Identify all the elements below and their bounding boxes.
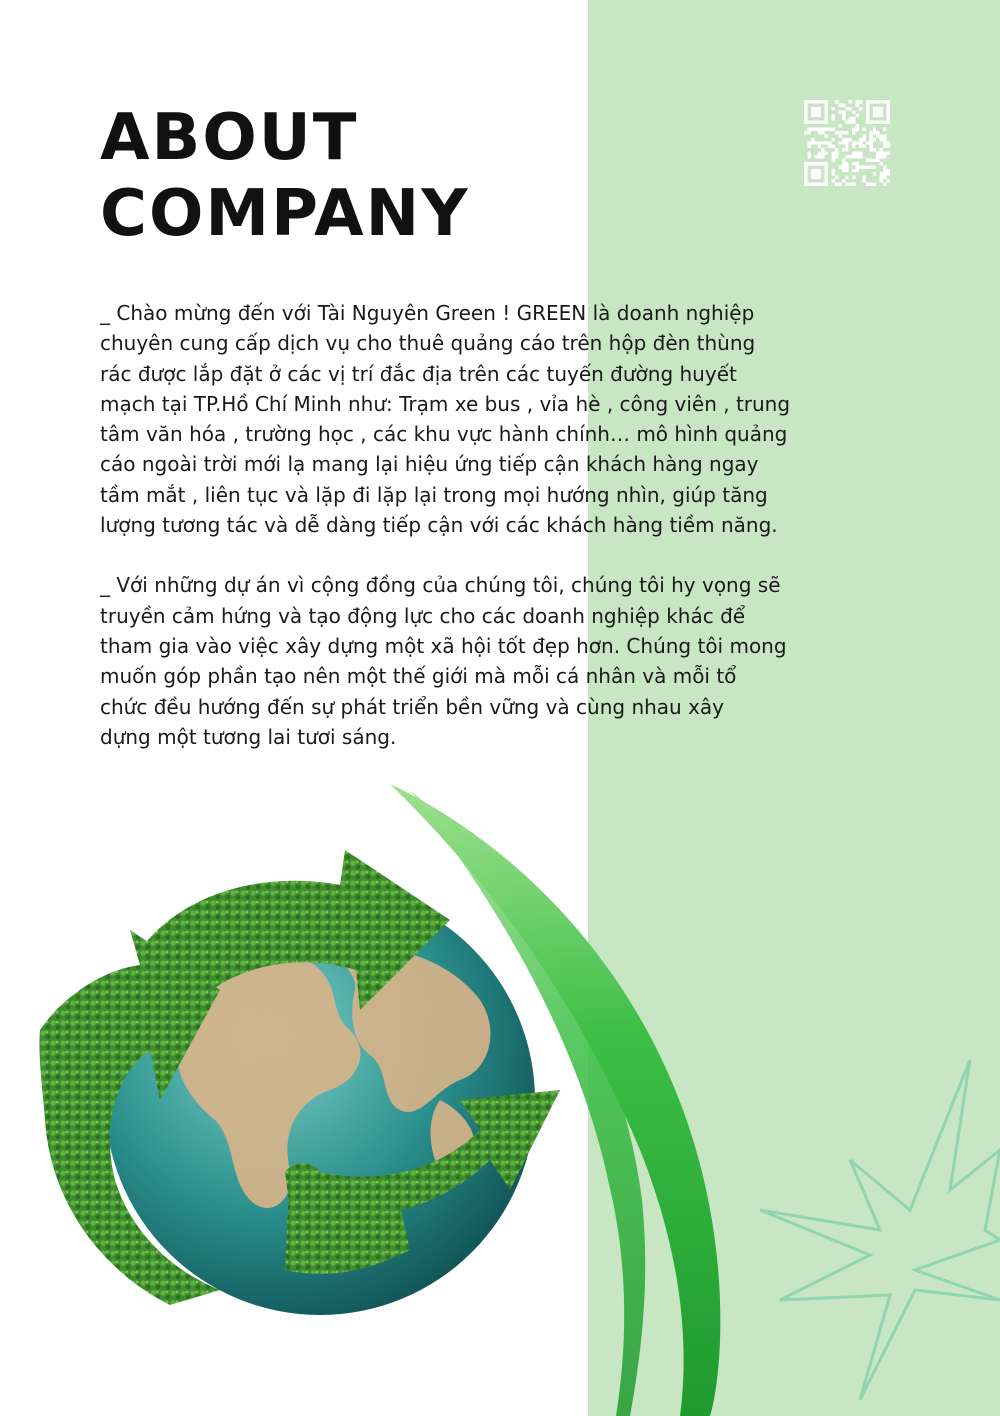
text-line: chức đều hướng đến sự phát triển bền vững và cùng nhau xây <box>100 694 725 719</box>
page-title <box>100 100 470 252</box>
text-line: dựng một tương lai tươi sáng. <box>100 724 397 749</box>
recycle-globe-icon <box>20 800 580 1320</box>
text-line: chuyên cung cấp dịch vụ cho thuê quảng cáo trên hộp đèn thùng <box>100 331 756 356</box>
text-line: tham gia vào việc xây dựng một xã hội tốt đẹp hơn. Chúng tôi mong <box>100 633 787 658</box>
text-line: lượng tương tác và dễ dàng tiếp cận với các khách hàng tiềm năng. <box>100 513 778 538</box>
paragraph-mission <box>100 570 860 752</box>
text-line: rác được lắp đặt ở các vị trí đắc địa trên các tuyến đường huyết <box>100 361 737 386</box>
text-line: truyền cảm hứng và tạo động lực cho các doanh nghiệp khác để <box>100 603 746 628</box>
starburst-icon <box>740 1040 1000 1400</box>
paragraph-intro <box>100 298 860 540</box>
text-line: tầm mắt , liên tục và lặp đi lặp lại trong mọi hướng nhìn, giúp tăng <box>100 482 768 507</box>
text-line: tâm văn hóa , trường học , các khu vực hành chính… mô hình quảng <box>100 422 788 447</box>
title-line-2: COMPANY <box>100 177 470 251</box>
text-line: muốn góp phần tạo nên một thế giới mà mỗi cá nhân và mỗi tổ <box>100 664 737 689</box>
body-text <box>100 298 860 752</box>
text-line: _ Với những dự án vì cộng đồng của chúng tôi, chúng tôi hy vọng sẽ <box>100 573 781 598</box>
text-line: mạch tại TP.Hồ Chí Minh như: Trạm xe bus , vỉa hè , công viên , trung <box>100 391 791 416</box>
qr-code-icon <box>804 100 890 186</box>
title-line-1: ABOUT <box>100 101 359 175</box>
text-line: _ Chào mừng đến với Tài Nguyên Green ! GREEN là doanh nghiệp <box>100 301 755 325</box>
text-line: cáo ngoài trời mới lạ mang lại hiệu ứng tiếp cận khách hàng ngay <box>100 452 759 477</box>
